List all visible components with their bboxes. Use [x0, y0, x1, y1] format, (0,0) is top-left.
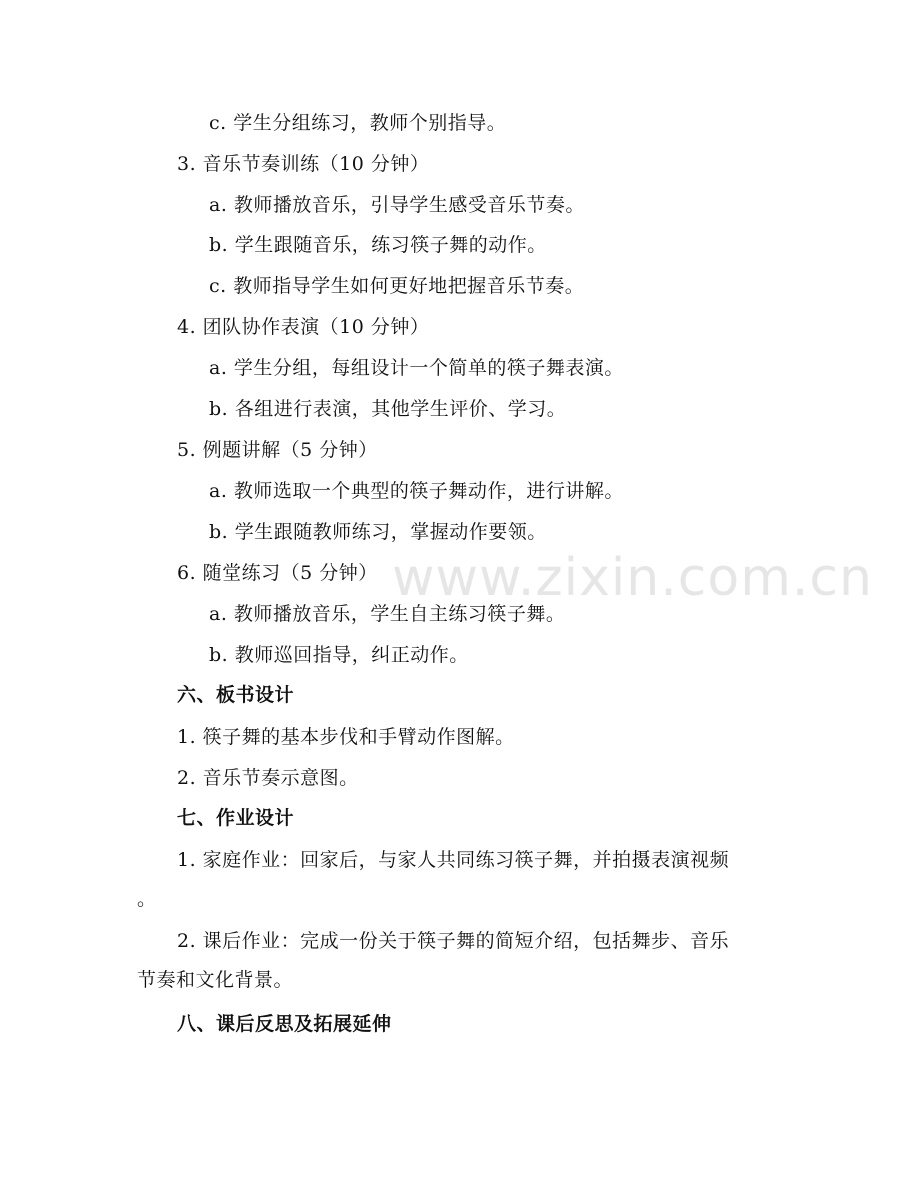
step-item: c. 学生分组练习，教师个别指导。	[209, 112, 507, 134]
step-item: a. 教师选取一个典型的筷子舞动作，进行讲解。	[209, 480, 624, 502]
paragraph-line: 2. 课后作业：完成一份关于筷子舞的简短介绍，包括舞步、音乐	[177, 930, 730, 952]
section-heading: 六、板书设计	[177, 684, 295, 706]
step-item: c. 教师指导学生如何更好地把握音乐节奏。	[209, 275, 585, 297]
numbered-item: 1. 筷子舞的基本步伐和手臂动作图解。	[177, 726, 515, 748]
numbered-item: 2. 音乐节奏示意图。	[177, 767, 359, 789]
watermark-text: www.zixin.com.cn	[392, 548, 873, 608]
paragraph-line: 1. 家庭作业：回家后，与家人共同练习筷子舞，并拍摄表演视频	[177, 849, 730, 871]
step-item: b. 学生跟随音乐，练习筷子舞的动作。	[209, 234, 547, 256]
numbered-item: 3. 音乐节奏训练（10 分钟）	[177, 153, 430, 175]
section-heading: 七、作业设计	[177, 807, 295, 829]
step-item: a. 学生分组，每组设计一个简单的筷子舞表演。	[209, 357, 624, 379]
step-item: b. 学生跟随教师练习，掌握动作要领。	[209, 521, 547, 543]
paragraph-continuation: 节奏和文化背景。	[137, 969, 294, 991]
numbered-item: 5. 例题讲解（5 分钟）	[177, 439, 378, 461]
step-item: b. 各组进行表演，其他学生评价、学习。	[209, 398, 567, 420]
step-item: a. 教师播放音乐，学生自主练习筷子舞。	[209, 603, 566, 625]
step-item: b. 教师巡回指导，纠正动作。	[209, 644, 469, 666]
section-heading: 八、课后反思及拓展延伸	[177, 1013, 392, 1035]
numbered-item: 4. 团队协作表演（10 分钟）	[177, 316, 430, 338]
paragraph-continuation: 。	[137, 888, 157, 910]
numbered-item: 6. 随堂练习（5 分钟）	[177, 562, 378, 584]
step-item: a. 教师播放音乐，引导学生感受音乐节奏。	[209, 194, 585, 216]
